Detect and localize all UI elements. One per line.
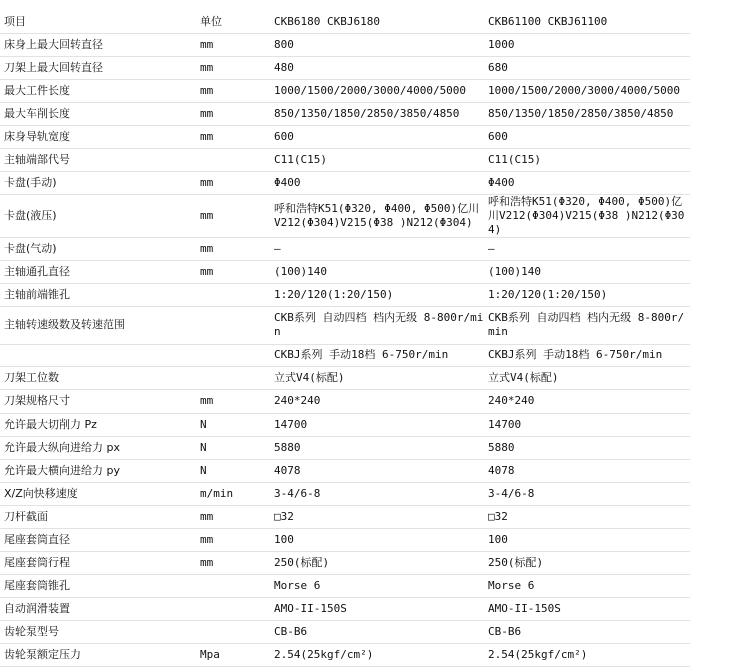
table-row xyxy=(0,413,690,436)
row-value-b: 2.54(25kgf/cm²) xyxy=(484,643,690,666)
row-name: 床身导轨宽度 xyxy=(0,125,196,148)
row-value-a: 3-4/6-8 xyxy=(270,482,484,505)
row-unit: mm xyxy=(196,102,270,125)
row-unit xyxy=(196,148,270,171)
row-name: 刀杆截面 xyxy=(0,505,196,528)
row-unit: mm xyxy=(196,194,270,237)
row-name: X/Z向快移速度 xyxy=(0,482,196,505)
row-value-b: 3-4/6-8 xyxy=(484,482,690,505)
row-name: 允许最大纵向进给力 px xyxy=(0,436,196,459)
row-value-b: 850/1350/1850/2850/3850/4850 xyxy=(484,102,690,125)
row-value-a: 600 xyxy=(270,125,484,148)
row-value-b: CKB系列 自动四档 档内无级 8-800r/min xyxy=(484,306,690,344)
row-name: 齿轮泵型号 xyxy=(0,620,196,643)
row-value-a: □32 xyxy=(270,505,484,528)
row-value-b: CB-B6 xyxy=(484,620,690,643)
row-value-b: — xyxy=(484,237,690,260)
row-value-a: 250(标配) xyxy=(270,551,484,574)
table-row xyxy=(0,482,690,505)
table-row xyxy=(0,620,690,643)
row-name: 刀架工位数 xyxy=(0,366,196,389)
row-value-b: AMO-II-150S xyxy=(484,597,690,620)
row-unit: mm xyxy=(196,237,270,260)
row-name: 最大车削长度 xyxy=(0,102,196,125)
row-name: 卡盘(手动) xyxy=(0,171,196,194)
row-value-b: 1:20/120(1:20/150) xyxy=(484,283,690,306)
row-value-a: 800 xyxy=(270,33,484,56)
table-row xyxy=(0,366,690,389)
table-row xyxy=(0,436,690,459)
table-row xyxy=(0,79,690,102)
table-row xyxy=(0,344,690,366)
row-value-b: 1000 xyxy=(484,33,690,56)
row-name: 主轴转速级数及转速范围 xyxy=(0,306,196,344)
row-value-a: — xyxy=(270,237,484,260)
row-unit: mm xyxy=(196,125,270,148)
table-row xyxy=(0,528,690,551)
row-value-b: 4078 xyxy=(484,459,690,482)
row-value-a: 480 xyxy=(270,56,484,79)
table-row xyxy=(0,574,690,597)
row-name: 允许最大切削力 Pz xyxy=(0,413,196,436)
table-row xyxy=(0,389,690,413)
row-unit xyxy=(196,283,270,306)
row-unit xyxy=(196,306,270,344)
table-row xyxy=(0,33,690,56)
table-row xyxy=(0,505,690,528)
row-name: 主轴端部代号 xyxy=(0,148,196,171)
row-value-b: Φ400 xyxy=(484,171,690,194)
row-unit: mm xyxy=(196,79,270,102)
row-value-b: Morse 6 xyxy=(484,574,690,597)
table-row xyxy=(0,148,690,171)
row-value-a: 2.54(25kgf/cm²) xyxy=(270,643,484,666)
table-row xyxy=(0,459,690,482)
row-unit: mm xyxy=(196,551,270,574)
row-value-b: 1000/1500/2000/3000/4000/5000 xyxy=(484,79,690,102)
row-value-a: 1:20/120(1:20/150) xyxy=(270,283,484,306)
row-unit: mm xyxy=(196,260,270,283)
row-name: 自动润滑装置 xyxy=(0,597,196,620)
row-value-a: 立式V4(标配) xyxy=(270,366,484,389)
row-value-a: 850/1350/1850/2850/3850/4850 xyxy=(270,102,484,125)
row-value-a: 4078 xyxy=(270,459,484,482)
header-model-b: CKB61100 CKBJ61100 xyxy=(484,11,690,33)
row-value-a: Φ400 xyxy=(270,171,484,194)
table-row xyxy=(0,283,690,306)
row-value-a: CB-B6 xyxy=(270,620,484,643)
row-name: 床身上最大回转直径 xyxy=(0,33,196,56)
row-name: 主轴通孔直径 xyxy=(0,260,196,283)
row-unit: N xyxy=(196,459,270,482)
row-value-a: CKB系列 自动四档 档内无级 8-800r/min xyxy=(270,306,484,344)
row-value-b: 240*240 xyxy=(484,389,690,413)
row-name: 刀架规格尺寸 xyxy=(0,389,196,413)
table-row xyxy=(0,237,690,260)
table-row xyxy=(0,194,690,237)
row-unit: m/min xyxy=(196,482,270,505)
row-unit: mm xyxy=(196,389,270,413)
row-unit xyxy=(196,366,270,389)
table-row xyxy=(0,171,690,194)
row-value-a: 呼和浩特K51(Φ320, Φ400, Φ500)亿川V212(Φ304)V215(Φ38 )N212(Φ304) xyxy=(270,194,484,237)
row-unit xyxy=(196,620,270,643)
row-value-a: C11(C15) xyxy=(270,148,484,171)
row-name: 主轴前端锥孔 xyxy=(0,283,196,306)
table-row xyxy=(0,260,690,283)
row-value-b: 立式V4(标配) xyxy=(484,366,690,389)
row-name: 刀架上最大回转直径 xyxy=(0,56,196,79)
row-value-b: 250(标配) xyxy=(484,551,690,574)
row-unit xyxy=(196,344,270,366)
table-row xyxy=(0,56,690,79)
row-value-b: (100)140 xyxy=(484,260,690,283)
row-unit xyxy=(196,574,270,597)
row-value-b: □32 xyxy=(484,505,690,528)
row-unit: mm xyxy=(196,171,270,194)
row-name: 尾座套筒锥孔 xyxy=(0,574,196,597)
row-unit: N xyxy=(196,436,270,459)
table-row xyxy=(0,643,690,666)
header-model-a: CKB6180 CKBJ6180 xyxy=(270,11,484,33)
header-row xyxy=(0,11,690,33)
row-name: 卡盘(液压) xyxy=(0,194,196,237)
row-name: 尾座套筒行程 xyxy=(0,551,196,574)
row-name: 卡盘(气动) xyxy=(0,237,196,260)
row-value-a: (100)140 xyxy=(270,260,484,283)
row-unit xyxy=(196,597,270,620)
row-value-a: 1000/1500/2000/3000/4000/5000 xyxy=(270,79,484,102)
row-value-b: 100 xyxy=(484,528,690,551)
row-value-a: AMO-II-150S xyxy=(270,597,484,620)
row-unit: mm xyxy=(196,505,270,528)
row-unit: Mpa xyxy=(196,643,270,666)
row-value-b: 呼和浩特K51(Φ320, Φ400, Φ500)亿川V212(Φ304)V215(Φ38 )N212(Φ304) xyxy=(484,194,690,237)
header-unit: 单位 xyxy=(196,11,270,33)
row-name: 齿轮泵额定压力 xyxy=(0,643,196,666)
row-value-b: 680 xyxy=(484,56,690,79)
row-name: 尾座套筒直径 xyxy=(0,528,196,551)
row-name xyxy=(0,344,196,366)
table-row xyxy=(0,102,690,125)
row-value-a: 14700 xyxy=(270,413,484,436)
header-name: 项目 xyxy=(0,11,196,33)
row-value-a: Morse 6 xyxy=(270,574,484,597)
table-row xyxy=(0,306,690,344)
table-row xyxy=(0,125,690,148)
row-value-b: 14700 xyxy=(484,413,690,436)
table-row xyxy=(0,597,690,620)
row-value-a: CKBJ系列 手动18档 6-750r/min xyxy=(270,344,484,366)
row-name: 最大工件长度 xyxy=(0,79,196,102)
row-value-b: 600 xyxy=(484,125,690,148)
row-value-a: 100 xyxy=(270,528,484,551)
row-unit: mm xyxy=(196,56,270,79)
row-value-b: 5880 xyxy=(484,436,690,459)
row-value-b: CKBJ系列 手动18档 6-750r/min xyxy=(484,344,690,366)
row-unit: mm xyxy=(196,528,270,551)
spec-table xyxy=(0,11,690,667)
table-row xyxy=(0,551,690,574)
row-unit: mm xyxy=(196,33,270,56)
row-name: 允许最大横向进给力 py xyxy=(0,459,196,482)
row-value-a: 240*240 xyxy=(270,389,484,413)
row-value-b: C11(C15) xyxy=(484,148,690,171)
row-value-a: 5880 xyxy=(270,436,484,459)
row-unit: N xyxy=(196,413,270,436)
